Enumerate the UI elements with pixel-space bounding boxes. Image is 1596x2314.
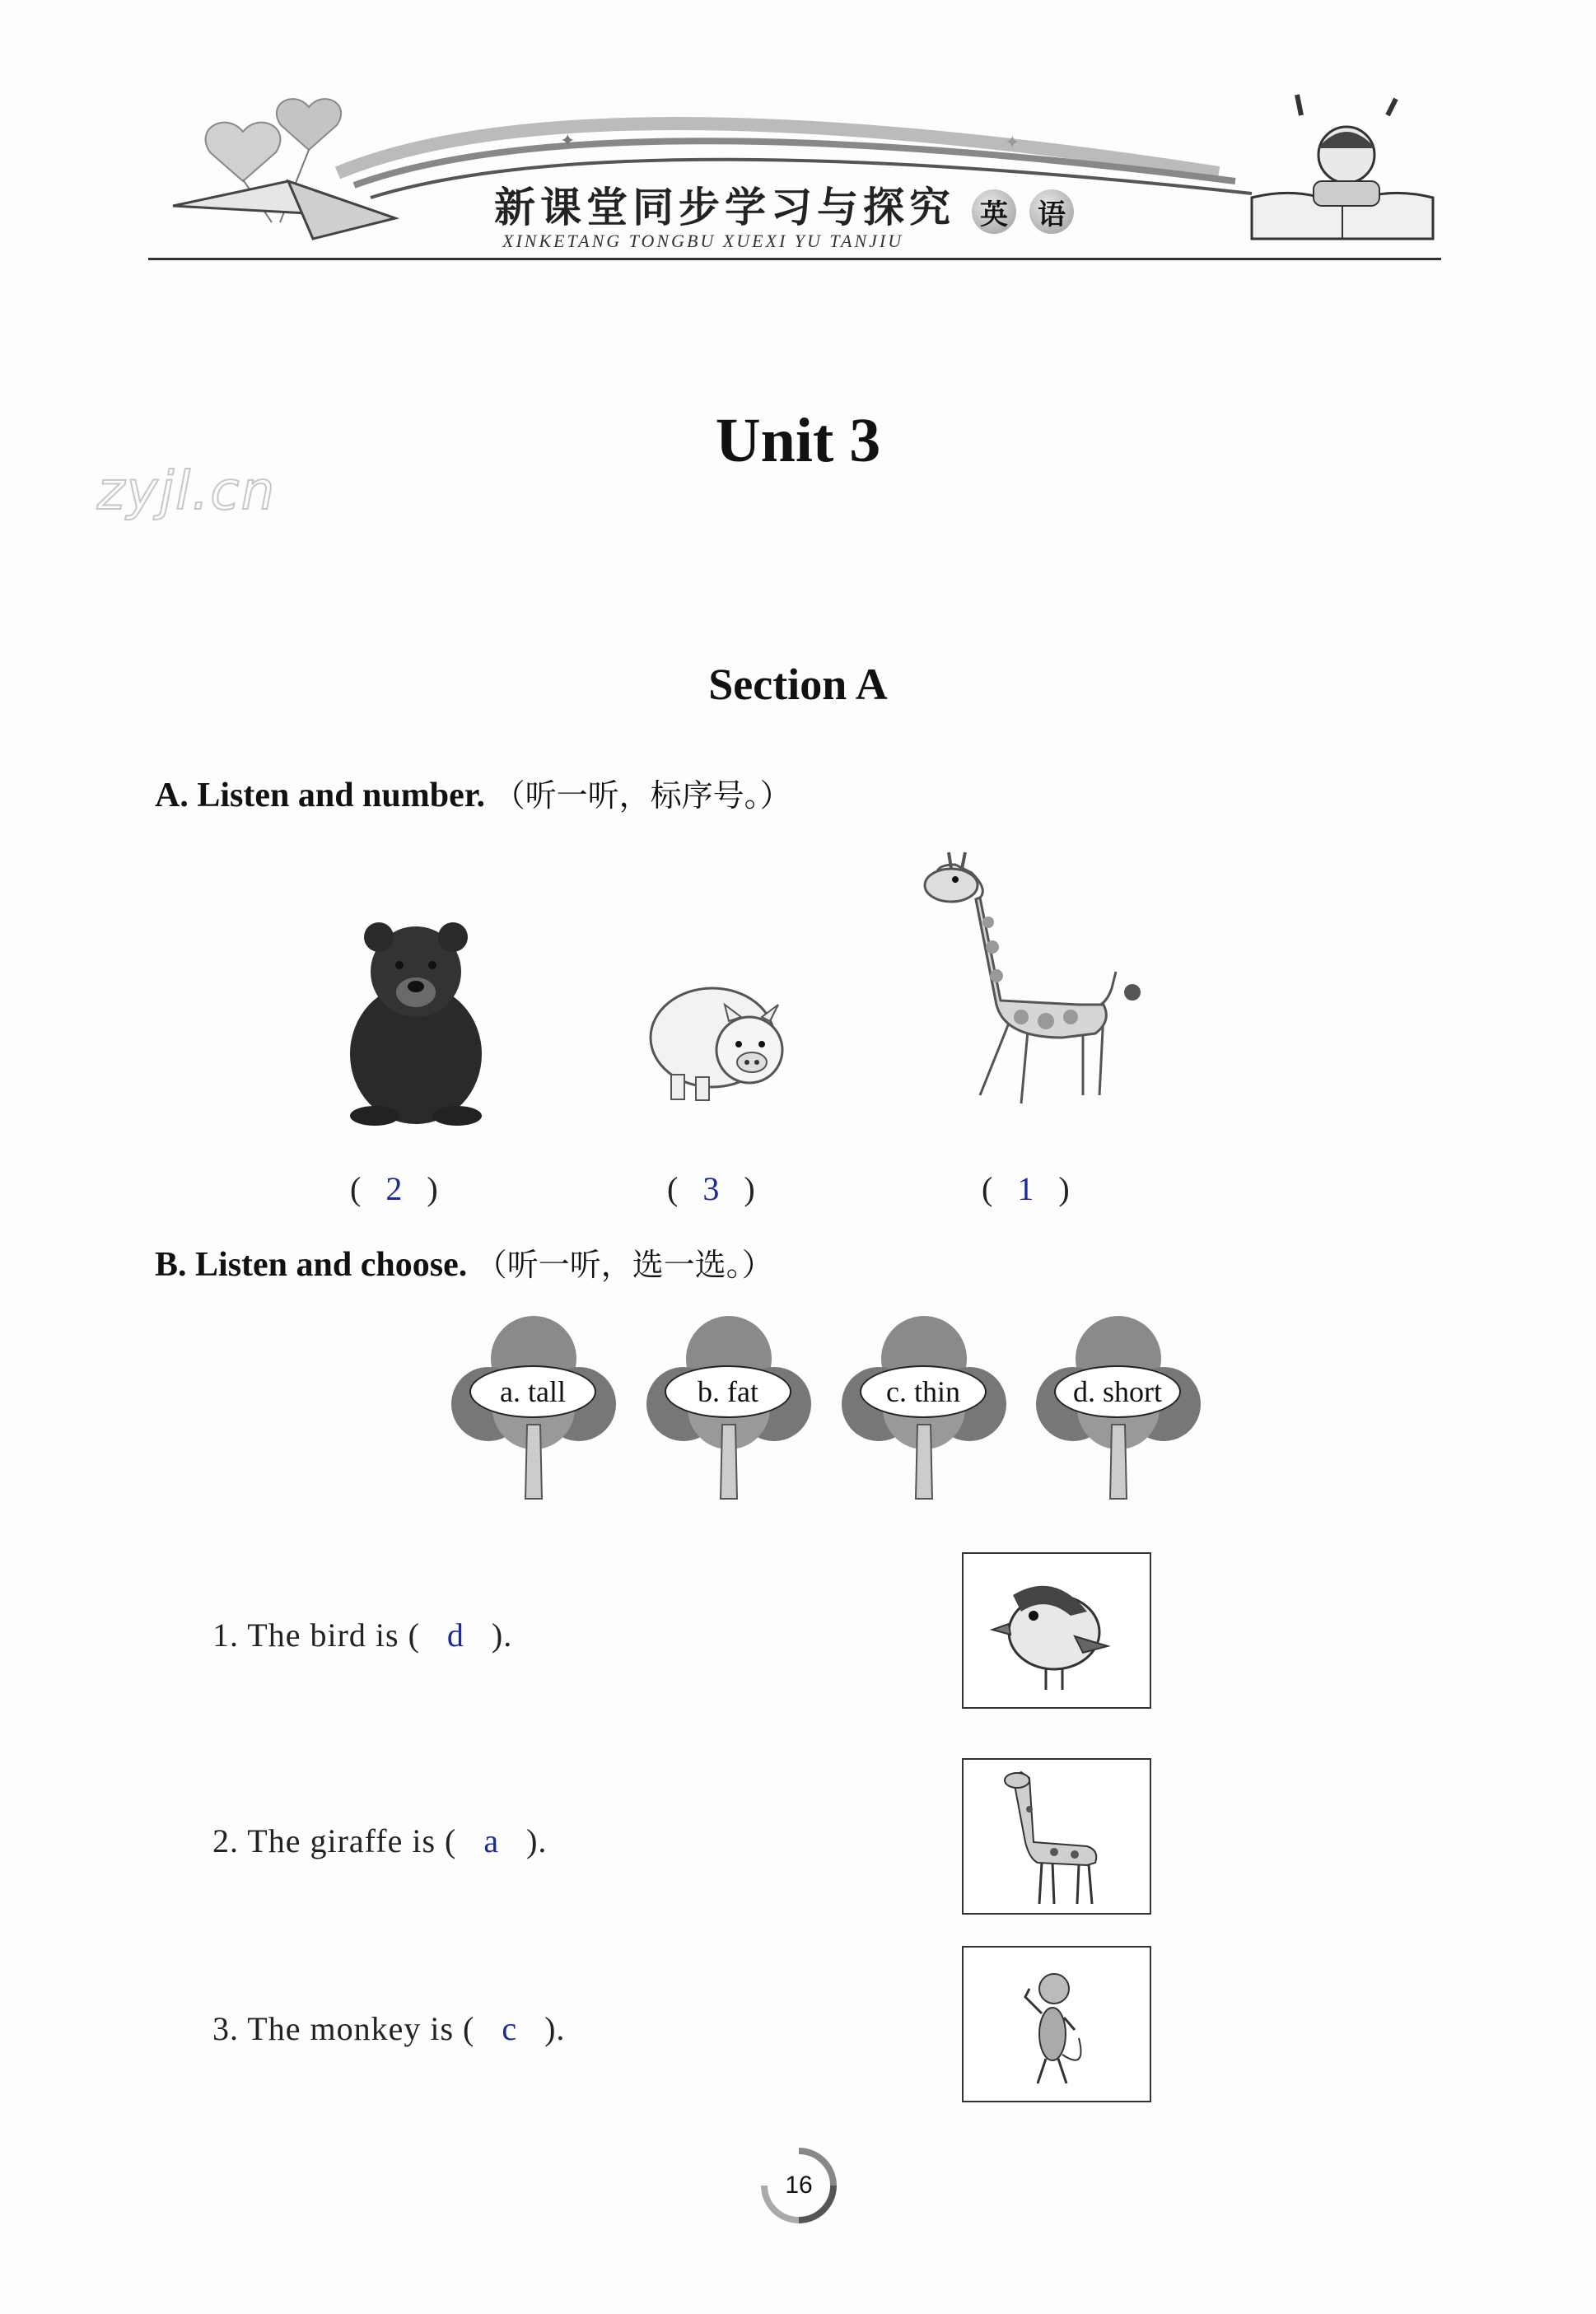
part-b-label: B. Listen and choose.	[155, 1246, 468, 1284]
header-divider	[148, 258, 1441, 260]
answer-bear: 2	[385, 1170, 403, 1207]
option-tree-c	[842, 1309, 1006, 1507]
svg-text:✦: ✦	[560, 130, 576, 151]
series-title: 新课堂同步学习与探究	[494, 183, 955, 231]
part-a-cn: （听一听，标序号。）	[493, 777, 791, 814]
picture-box-bird	[962, 1552, 1151, 1709]
question-1-text: 1. The bird is (	[212, 1617, 420, 1654]
answer-question-1[interactable]: d	[446, 1617, 464, 1654]
question-3-end: ).	[544, 2010, 566, 2047]
subject-badge-english-2: 语	[1029, 189, 1074, 234]
question-1-end: ).	[491, 1617, 513, 1654]
question-3-text: 3. The monkey is (	[212, 2010, 475, 2047]
answer-blank-bear[interactable]: ( 2 )	[350, 1170, 438, 1207]
question-2	[212, 1822, 547, 1860]
giraffe-icon	[898, 848, 1145, 1128]
svg-text:✦: ✦	[1005, 132, 1020, 152]
question-1	[212, 1616, 512, 1654]
option-tree-a	[451, 1309, 616, 1507]
answer-giraffe: 1	[1017, 1170, 1034, 1207]
part-b-instruction	[155, 1239, 773, 1285]
series-pinyin: XINKETANG TONGBU XUEXI YU TANJIU	[502, 231, 904, 251]
unit-title: Unit 3	[715, 406, 881, 475]
answer-blank-giraffe[interactable]: ( 1 )	[982, 1170, 1070, 1207]
answer-question-2[interactable]: a	[483, 1822, 500, 1859]
part-b-cn: （听一听，选一选。）	[475, 1247, 773, 1283]
giraffe-icon	[964, 1760, 1150, 1913]
picture-box-monkey	[962, 1946, 1151, 2102]
part-a-instruction	[155, 770, 791, 815]
option-tree-b	[646, 1309, 811, 1507]
bear-icon	[334, 914, 498, 1128]
part-a-label: A. Listen and number.	[155, 777, 486, 814]
picture-box-giraffe	[962, 1758, 1151, 1915]
watermark: zyjl.cn	[97, 461, 277, 522]
answer-question-3[interactable]: c	[502, 2010, 518, 2047]
page-number	[758, 2144, 840, 2227]
question-3	[212, 2009, 565, 2048]
answer-pig: 3	[702, 1170, 720, 1207]
header-banner	[148, 82, 1441, 264]
page-number-text: 16	[785, 2172, 813, 2199]
section-title: Section A	[708, 660, 888, 709]
option-label-b: b. fat	[665, 1365, 791, 1418]
option-label-c: c. thin	[860, 1365, 987, 1418]
option-label-a: a. tall	[469, 1365, 596, 1418]
bird-icon	[964, 1554, 1150, 1707]
option-tree-d	[1036, 1309, 1201, 1507]
question-2-text: 2. The giraffe is (	[212, 1822, 457, 1859]
option-label-d: d. short	[1054, 1365, 1181, 1418]
question-2-end: ).	[526, 1822, 548, 1859]
monkey-icon	[964, 1948, 1150, 2101]
pig-icon	[646, 972, 795, 1112]
subject-badge-english-1: 英	[972, 189, 1016, 234]
answer-blank-pig[interactable]: ( 3 )	[667, 1170, 755, 1207]
